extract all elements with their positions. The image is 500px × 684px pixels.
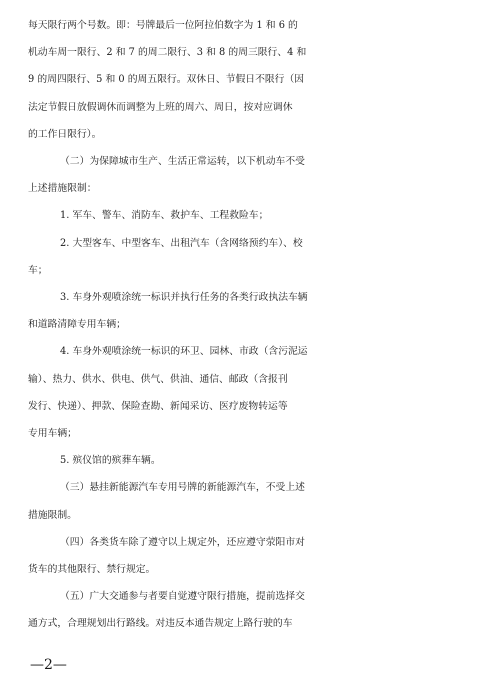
- text-line: 4. 车身外观喷涂统一标识的环卫、园林、市政（含污泥运: [60, 346, 308, 358]
- text-line: 措施限制。: [28, 509, 77, 521]
- text-line: 9 的周四限行、5 和 0 的周五限行。双休日、节假日不限行（因: [28, 74, 305, 86]
- text-line: 专用车辆；: [28, 428, 77, 439]
- text-line: 和道路清障专用车辆；: [28, 319, 126, 331]
- text-line: 3. 车身外观喷涂统一标识并执行任务的各类行政执法车辆: [60, 292, 308, 303]
- text-line: 2. 大型客车、中型客车、出租汽车（含网络预约车）、校: [60, 237, 303, 249]
- text-line: 5. 殡仪馆的殡葬车辆。: [60, 455, 161, 467]
- text-line: （四）各类货车除了遵守以上规定外，还应遵守荥阳市对: [60, 536, 305, 548]
- text-line: 机动车周一限行、2 和 7 的周二限行、3 和 8 的周三限行、4 和: [28, 47, 307, 59]
- text-line: 通方式，合理规划出行路线。对违反本通告规定上路行驶的车: [28, 618, 293, 630]
- text-line: 法定节假日放假调休而调整为上班的周六、周日，按对应调休: [28, 101, 293, 113]
- text-line: （三）悬挂新能源汽车专用号牌的新能源汽车，不受上述: [60, 482, 305, 494]
- text-line: 车；: [28, 264, 48, 276]
- text-line: （五）广大交通参与者要自觉遵守限行措施，提前选择交: [60, 591, 305, 603]
- text-line: 上述措施限制：: [28, 183, 97, 195]
- text-line: 发行、快递）、押款、保险查勘、新闻采访、医疗废物转运等: [28, 400, 288, 412]
- text-line: 1. 军车、警车、消防车、救护车、工程救险车；: [60, 210, 269, 222]
- text-line: 货车的其他限行、禁行规定。: [28, 564, 156, 575]
- text-line: （二）为保障城市生产、生活正常运转，以下机动车不受: [60, 156, 305, 167]
- text-line: 输）、热力、供水、供电、供气、供油、通信、邮政（含报刊: [28, 373, 288, 385]
- page-number: —2—: [30, 657, 67, 673]
- text-line: 的工作日限行）。: [28, 128, 102, 140]
- text-line: 每天限行两个号数。即：号牌最后一位阿拉伯数字为 1 和 6 的: [28, 20, 298, 31]
